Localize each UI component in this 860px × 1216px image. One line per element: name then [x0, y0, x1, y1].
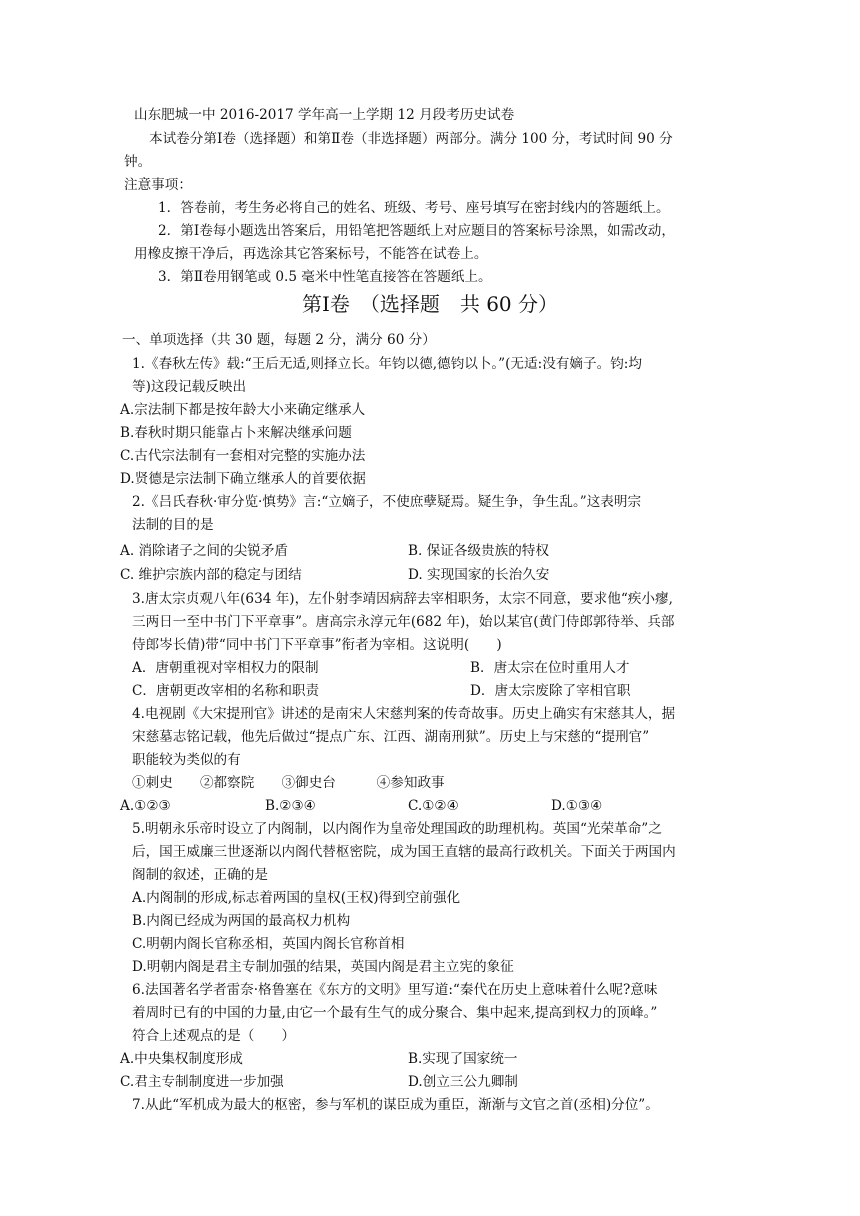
notes-heading: 注意事项： — [124, 177, 192, 193]
q6-option-c: C.君主专制制度进一步加强 — [120, 1074, 284, 1090]
section-title: 第Ⅰ卷 （选择题 共 60 分） — [301, 292, 559, 316]
exam-title: 山东肥城一中 2016-2017 学年高一上学期 12 月段考历史试卷 — [134, 107, 515, 123]
q2-option-c: C. 维护宗族内部的稳定与团结 — [120, 567, 302, 583]
note-2-line-1: 2．第Ⅰ卷每小题选出答案后，用铅笔把答题纸上对应题目的答案标号涂黑，如需改动， — [158, 223, 675, 239]
q3-option-a: A．唐朝重视对宰相权力的限制 — [132, 660, 319, 676]
intro-line-1: 本试卷分第Ⅰ卷（选择题）和第Ⅱ卷（非选择题）两部分。满分 100 分，考试时间 90 分 — [149, 131, 673, 147]
q2-stem-line-1: 2.《吕氏春秋·审分览·慎势》言:“立嫡子，不使庶孽疑焉。疑生争，争生乱。”这表明宗 — [132, 494, 642, 510]
q3-option-d: D．唐太宗废除了宰相官职 — [470, 683, 631, 699]
q4-option-d: D.①③④ — [551, 798, 603, 814]
q5-option-b: B.内阁已经成为两国的最高权力机构 — [132, 913, 351, 929]
q6-option-d: D.创立三公九卿制 — [408, 1074, 518, 1090]
q2-option-b: B. 保证各级贵族的特权 — [408, 543, 549, 559]
q5-stem-line-2: 后，国王威廉三世逐渐以内阁代替枢密院，成为国王直辖的最高行政机关。下面关于两国内 — [132, 844, 676, 860]
q3-stem-line-3: 侍郎岑长倩)带“同中书门下平章事”衔者为宰相。这说明( ) — [132, 637, 502, 653]
q1-option-d: D.贤德是宗法制下确立继承人的首要依据 — [120, 471, 366, 487]
q5-stem-line-1: 5.明朝永乐帝时设立了内阁制，以内阁作为皇帝处理国政的助理机构。英国“光荣革命”之 — [132, 821, 662, 837]
q7-stem-line-1: 7.从此“军机成为最大的枢密，参与军机的谋臣成为重臣，渐渐与文官之首(丞相)分位”。 — [132, 1097, 659, 1113]
note-2-line-2: 用橡皮擦干净后，再选涂其它答案标号，不能答在试卷上。 — [134, 246, 488, 262]
q6-stem-line-1: 6.法国著名学者雷奈·格鲁塞在《东方的文明》里写道:“秦代在历史上意味着什么呢?意味 — [132, 982, 658, 998]
q5-stem-line-3: 阁制的叙述，正确的是 — [132, 867, 268, 883]
q1-option-c: C.古代宗法制有一套相对完整的实施办法 — [120, 448, 366, 464]
q6-stem-line-2: 着周时已有的中国的力量,由它一个最有生气的成分聚合、集中起来,提高到权力的顶峰。” — [132, 1005, 658, 1021]
q5-option-a: A.内阁制的形成,标志着两国的皇权(王权)得到空前强化 — [132, 890, 461, 906]
q4-option-b: B.②③④ — [265, 798, 316, 814]
q1-option-b: B.春秋时期只能靠占卜来解决继承问题 — [120, 425, 352, 441]
q5-option-c: C.明朝内阁长官称丞相，英国内阁长官称首相 — [132, 936, 405, 952]
q6-option-b: B.实现了国家统一 — [408, 1051, 518, 1067]
q2-option-a: A. 消除诸子之间的尖锐矛盾 — [120, 543, 288, 559]
q2-stem-line-2: 法制的目的是 — [132, 517, 214, 533]
note-1: 1．答卷前，考生务必将自己的姓名、班级、考号、座号填写在密封线内的答题纸上。 — [158, 200, 670, 216]
q4-items: ①刺史 ②都察院 ③御史台 ④参知政事 — [132, 775, 445, 791]
q4-option-a: A.①②③ — [120, 798, 171, 814]
q3-option-b: B．唐太宗在位时重用人才 — [470, 660, 630, 676]
q4-stem-line-3: 职能较为类似的有 — [132, 752, 241, 768]
q5-option-d: D.明朝内阁是君主专制加强的结果，英国内阁是君主立宪的象征 — [132, 959, 514, 975]
q1-stem-line-2: 等)这段记载反映出 — [132, 379, 247, 395]
q1-stem-line-1: 1.《春秋左传》载:“王后无适,则择立长。年钧以德,德钧以卜。”(无适:没有嫡子。钧:均 — [132, 356, 642, 372]
q6-stem-line-3: 符合上述观点的是（ ） — [132, 1028, 296, 1044]
intro-line-2: 钟。 — [124, 154, 152, 170]
q2-option-d: D. 实现国家的长治久安 — [408, 567, 550, 583]
q6-option-a: A.中央集权制度形成 — [120, 1051, 243, 1067]
q1-option-a: A.宗法制下都是按年龄大小来确定继承人 — [120, 402, 366, 418]
q3-stem-line-1: 3.唐太宗贞观八年(634 年)，左仆射李靖因病辞去宰相职务，太宗不同意，要求他“疾小瘳, — [132, 591, 673, 607]
q4-option-c: C.①②④ — [408, 798, 459, 814]
q3-option-c: C．唐朝更改宰相的名称和职责 — [132, 683, 320, 699]
q4-stem-line-1: 4.电视剧《大宋提刑官》讲述的是南宋人宋慈判案的传奇故事。历史上确实有宋慈其人，据 — [132, 706, 676, 722]
part-heading: 一、单项选择（共 30 题，每题 2 分，满分 60 分） — [122, 332, 436, 348]
note-3: 3．第Ⅱ卷用钢笔或 0.5 毫米中性笔直接答在答题纸上。 — [158, 269, 492, 285]
q4-stem-line-2: 宋慈墓志铭记载，他先后做过“提点广东、江西、湖南刑狱”。历史上与宋慈的“提刑官” — [132, 729, 650, 745]
q3-stem-line-2: 三两日一至中书门下平章事”。唐高宗永淳元年(682 年)，始以某官(黄门侍郎郭待举、兵部 — [132, 614, 675, 630]
